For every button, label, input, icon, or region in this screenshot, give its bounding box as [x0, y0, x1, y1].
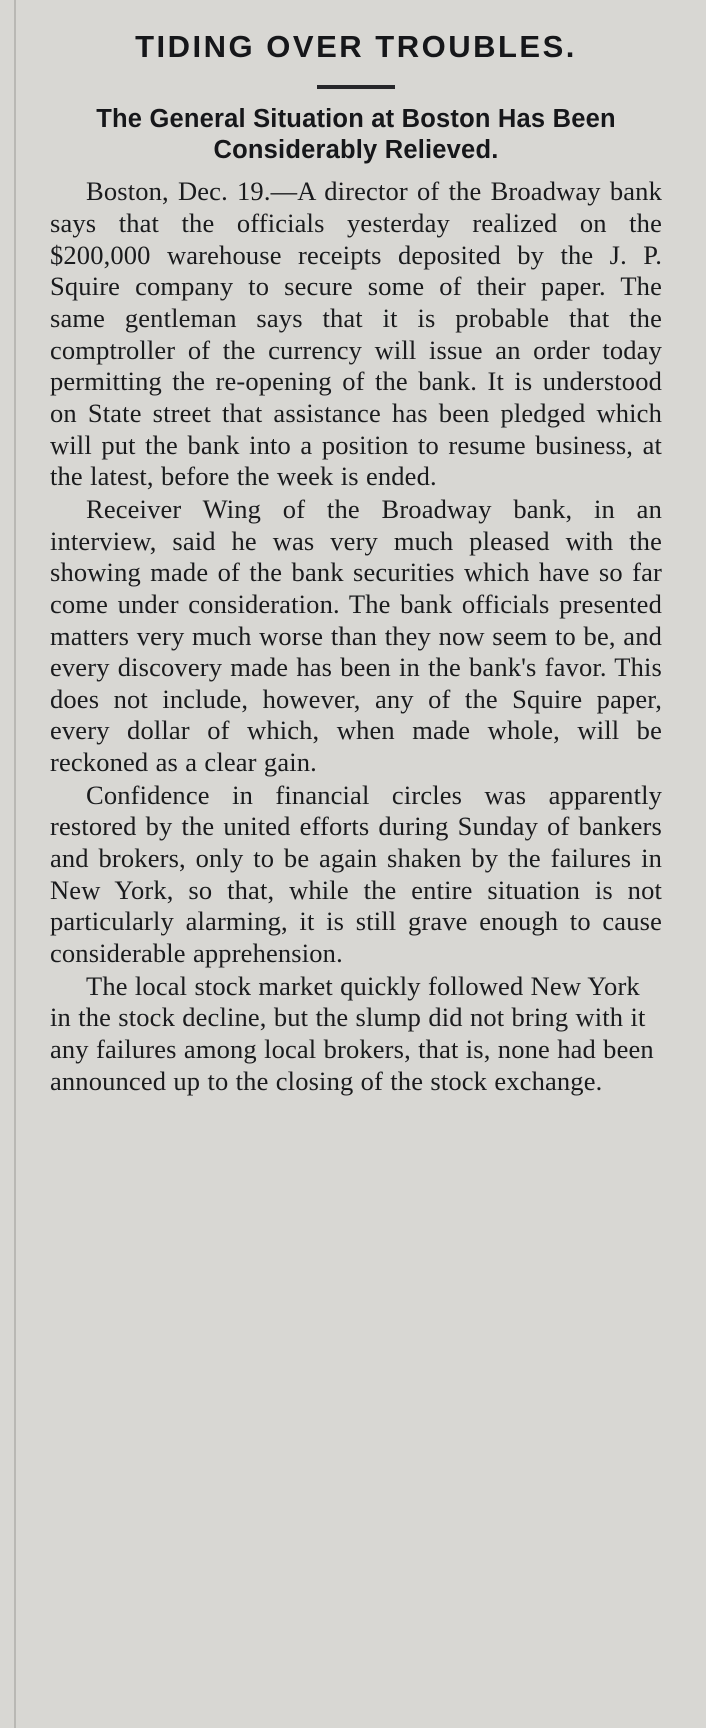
paragraph: Receiver Wing of the Broadway bank, in an interview, said he was very much pleased with the showing made of the bank securities which have so far come under consideration. The bank officials presented matters very much worse than they now seem to be, and every discovery made has been in the bank's favor. This does not include, however, any of the Squire paper, every dollar of which, when made whole, will be reckoned as a clear gain. — [50, 493, 662, 778]
column-rule — [14, 0, 16, 1728]
divider — [50, 76, 662, 94]
paragraph: Confidence in financial circles was apparently restored by the united efforts during Sunday of bankers and brokers, only to be again shaken by the failures in New York, so that, while the entire situation is not particularly alarming, it is still grave enough to cause considerable apprehension. — [50, 779, 662, 969]
article-body — [50, 176, 662, 1097]
page-title: TIDING OVER TROUBLES. — [135, 29, 577, 64]
paragraph: Boston, Dec. 19.—A director of the Broadway bank says that the officials yesterday realized on the $200,000 warehouse receipts deposited by the J. P. Squire company to secure some of their paper. The same gentleman says that it is probable that the comptroller of the currency will issue an order today permitting the re-opening of the bank. It is understood on State street that assistance has been pledged which will put the bank into a position to resume business, at the latest, before the week is ended. — [50, 176, 662, 492]
paragraph: The local stock market quickly followed New York in the stock decline, but the slump did not bring with it any failures among local brokers, that is, none had been announced up to the closing of the stock exchange. — [50, 970, 654, 1096]
horizontal-rule — [317, 85, 395, 89]
subheadline: The General Situation at Boston Has Been Considerably Relieved. — [96, 105, 616, 165]
